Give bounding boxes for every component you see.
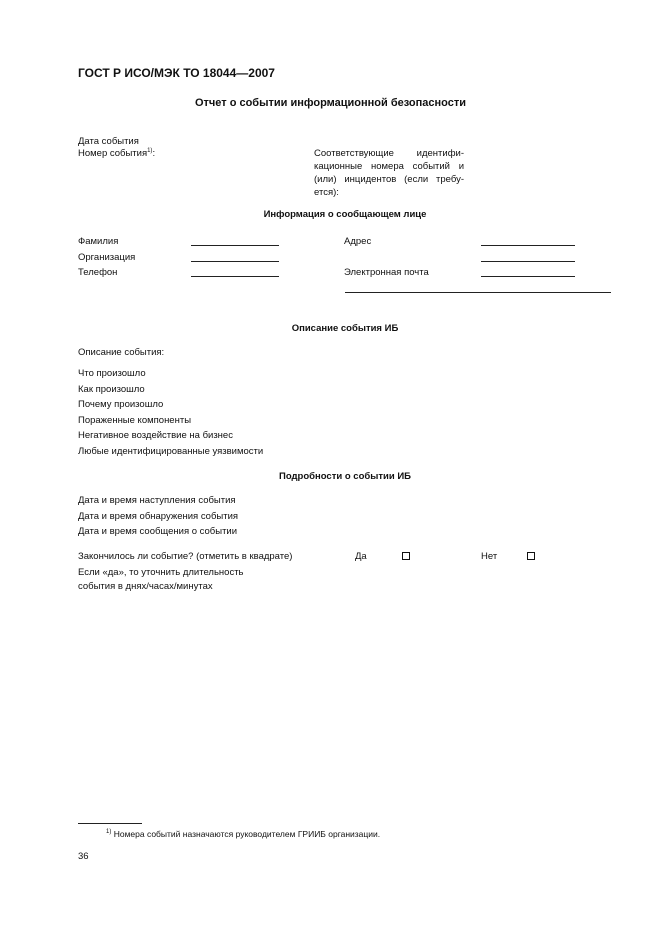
event-number-colon: : [152, 148, 156, 160]
phone-field[interactable] [191, 276, 279, 277]
description-item: Негативное воздействие на бизнес [78, 430, 233, 441]
surname-label: Фамилия [78, 236, 119, 247]
description-item: Почему произошло [78, 399, 164, 410]
description-item: Любые идентифицированные уязвимости [78, 446, 264, 457]
address-label: Адрес [344, 236, 372, 247]
email-field-line2[interactable] [345, 292, 611, 293]
footnote-mark: 1) [106, 829, 112, 836]
duration-text-line2: события в днях/часах/минутах [78, 581, 213, 592]
duration-text-line1: Если «да», то уточнить длительность [78, 567, 244, 578]
surname-field[interactable] [191, 245, 279, 246]
address-field-line2[interactable] [481, 261, 575, 262]
page-number: 36 [78, 851, 89, 862]
footnote-text: Номера событий назначаются руководителем ГРИИБ организации. [113, 829, 381, 839]
footnote-rule [78, 823, 142, 824]
reporter-heading: Информация о сообщающем лице [263, 209, 427, 220]
no-checkbox[interactable] [527, 552, 535, 560]
details-heading: Подробности о событии ИБ [279, 471, 411, 482]
organization-label: Организация [78, 252, 136, 263]
yes-checkbox[interactable] [402, 552, 410, 560]
event-number-label [78, 148, 155, 159]
report-title: Отчет о событии информационной безопасности [194, 97, 467, 109]
event-date-label: Дата события [78, 136, 139, 147]
details-item: Дата и время обнаружения события [78, 511, 239, 522]
details-item: Дата и время наступления события [78, 495, 236, 506]
description-item: Как произошло [78, 384, 145, 395]
footnote-mark: 1) [147, 148, 153, 154]
email-field[interactable] [481, 276, 575, 277]
no-label: Нет [481, 551, 498, 562]
description-item: Пораженные компоненты [78, 415, 192, 426]
email-label: Электронная почта [344, 267, 429, 278]
address-field[interactable] [481, 245, 575, 246]
related-ids-text: Соответствующие идентифи-кационные номера событий и (или) инцидентов (если требу-ется): [314, 148, 464, 198]
description-heading: Описание события ИБ [291, 323, 399, 334]
document-header: ГОСТ Р ИСО/МЭК ТО 18044—2007 [78, 66, 275, 80]
event-number-text: Номер события [78, 148, 148, 160]
description-item: Что произошло [78, 368, 146, 379]
organization-field[interactable] [191, 261, 279, 262]
phone-label: Телефон [78, 267, 118, 278]
yes-label: Да [355, 551, 367, 562]
ended-question: Закончилось ли событие? (отметить в квадрате) [78, 551, 293, 562]
description-label: Описание события: [78, 347, 165, 358]
footnote [106, 829, 380, 839]
details-item: Дата и время сообщения о событии [78, 526, 238, 537]
